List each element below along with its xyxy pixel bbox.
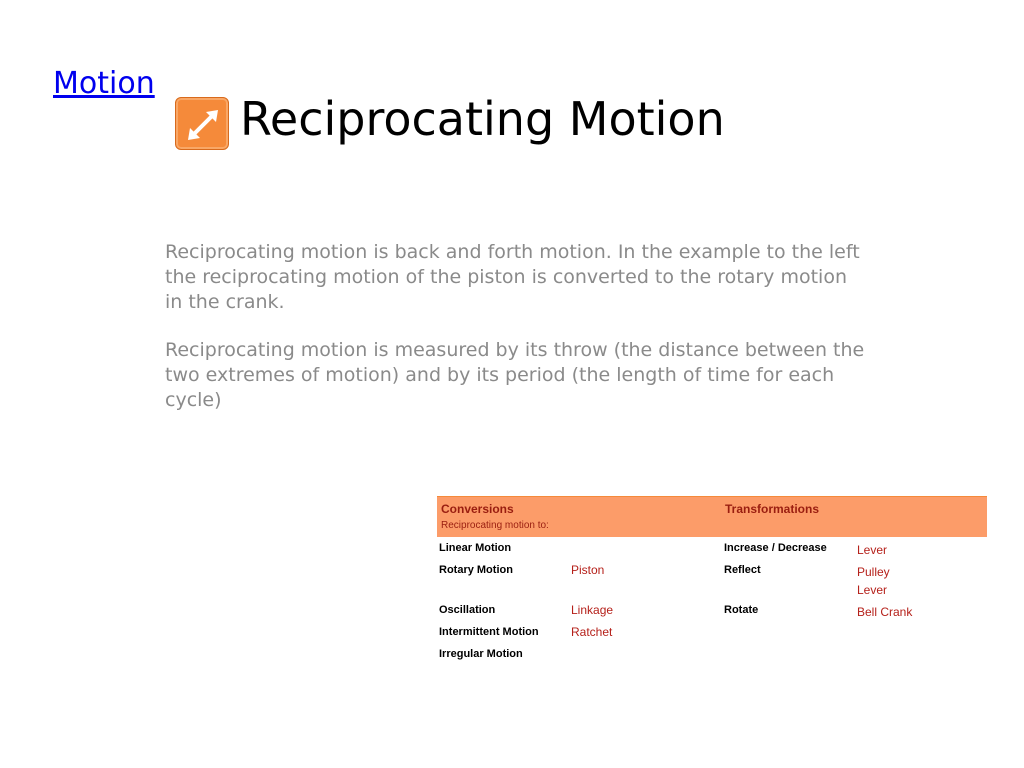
table-row [437,647,987,669]
conversion-example-cell: Piston [571,563,605,577]
body-text [165,240,865,436]
transformation-cell: Increase / Decrease [724,542,827,554]
conversions-table [437,496,987,669]
transformation-example-cell: Lever [857,543,888,557]
transformation-cell: Reflect [724,564,761,576]
transformation-cell: Rotate [724,604,759,616]
page-title: Reciprocating Motion [240,92,725,146]
paragraph-1: Reciprocating motion is back and forth motion. In the example to the left the reciprocating motion of the piston is converted to the rotary motion in the crank. [165,241,860,313]
motion-link[interactable]: Motion [53,66,155,101]
transformations-heading: Transformations [725,502,820,516]
conversion-cell: Intermittent Motion [439,626,539,638]
conversion-example-cell: Linkage [571,603,614,617]
conversions-heading: Conversions [441,502,514,516]
paragraph-2: Reciprocating motion is measured by its throw (the distance between the two extremes of motion) and by its period (the length of time for each cycle) [165,339,865,411]
transformation-example-cell: Pulley Lever [857,565,890,597]
conversion-cell: Rotary Motion [439,564,513,576]
double-arrow-icon [175,97,229,150]
conversion-cell: Irregular Motion [439,648,523,660]
table-row [437,625,987,647]
table-row [437,603,987,625]
transformation-example-cell: Bell Crank [857,605,913,619]
conversion-cell: Linear Motion [439,542,512,554]
conversion-example-cell: Ratchet [571,625,613,639]
table-row [437,563,987,603]
conversions-subheading: Reciprocating motion to: [441,520,549,531]
table-row [437,541,987,563]
table-header [437,496,987,537]
conversion-cell: Oscillation [439,604,496,616]
